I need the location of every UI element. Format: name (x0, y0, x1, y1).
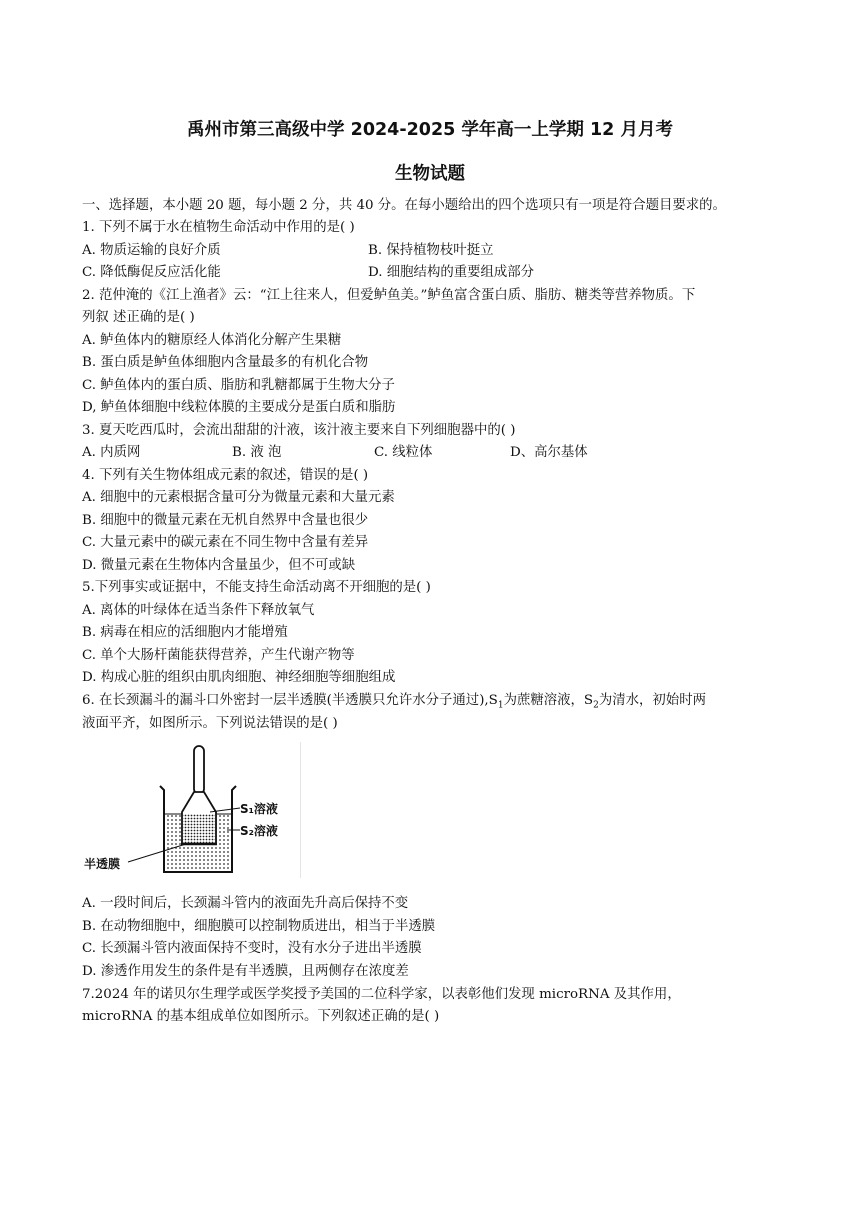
q2-stem-line1: 2. 范仲淹的《江上渔者》云：“江上往来人，但爱鲈鱼美。”鲈鱼富含蛋白质、脂肪、糖类等营养物质。下 (82, 288, 696, 303)
q6-option-b: B. 在动物细胞中，细胞膜可以控制物质进出，相当于半透膜 (82, 919, 436, 934)
q1-stem: 1. 下列不属于水在植物生命活动中作用的是( ) (82, 220, 355, 235)
osmosis-figure (82, 742, 301, 878)
q2-stem-line2: 列叙 述正确的是( ) (82, 310, 195, 325)
q7-stem-line2: microRNA 的基本组成单位如图所示。下列叙述正确的是( ) (82, 1009, 440, 1024)
q6-stem-part2: 为蔗糖溶液，S (503, 693, 594, 708)
q6-option-c: C. 长颈漏斗管内液面保持不变时，没有水分子进出半透膜 (82, 941, 422, 956)
label-s2: S₂溶液 (240, 824, 278, 838)
label-membrane: 半透膜 (84, 857, 121, 871)
exam-subtitle: 生物试题 (395, 164, 465, 184)
q3-option-b: B. 液 泡 (232, 445, 282, 460)
q5-stem: 5.下列事实或证据中，不能支持生命活动离不开细胞的是( ) (82, 580, 431, 595)
q3-option-a: A. 内质网 (82, 445, 141, 460)
q6-stem-part3: 为清水，初始时两 (598, 693, 706, 708)
q2-option-c: C. 鲈鱼体内的蛋白质、脂肪和乳糖都属于生物大分子 (82, 378, 395, 393)
q1-option-b: B. 保持植物枝叶挺立 (368, 243, 494, 258)
label-s1: S₁溶液 (240, 802, 278, 816)
q3-option-c: C. 线粒体 (374, 445, 433, 460)
q5-option-a: A. 离体的叶绿体在适当条件下释放氧气 (82, 603, 315, 618)
q4-option-c: C. 大量元素中的碳元素在不同生物中含量有差异 (82, 535, 369, 550)
q1-option-d: D. 细胞结构的重要组成部分 (368, 265, 535, 280)
exam-title: 禹州市第三高级中学 2024-2025 学年高一上学期 12 月月考 (187, 120, 673, 140)
q3-option-d: D、高尔基体 (510, 445, 588, 460)
q2-option-b: B. 蛋白质是鲈鱼体细胞内含量最多的有机化合物 (82, 355, 369, 370)
q5-option-c: C. 单个大肠杆菌能获得营养，产生代谢产物等 (82, 648, 355, 663)
osmosis-diagram (82, 742, 300, 878)
funnel-tube (194, 746, 204, 794)
q4-option-a: A. 细胞中的元素根据含量可分为微量元素和大量元素 (82, 490, 395, 505)
q4-option-d: D. 微量元素在生物体内含量虽少，但不可或缺 (82, 558, 356, 573)
q3-stem: 3. 夏天吃西瓜时，会流出甜甜的汁液，该汁液主要来自下列细胞器中的( ) (82, 423, 516, 438)
q2-option-d: D, 鲈鱼体细胞中线粒体膜的主要成分是蛋白质和脂肪 (82, 400, 396, 415)
q6-sub1: 1 (497, 700, 504, 711)
q1-option-c: C. 降低酶促反应活化能 (82, 265, 221, 280)
q6-sub2: 2 (593, 700, 599, 711)
q5-option-b: B. 病毒在相应的活细胞内才能增殖 (82, 625, 288, 640)
q7-stem-line1: 7.2024 年的诺贝尔生理学或医学奖授予美国的二位科学家，以表彰他们发现 microRNA 及其作用， (82, 987, 681, 1002)
q6-stem-line2: 液面平齐，如图所示。下列说法错误的是( ) (82, 716, 338, 731)
s1-liquid (183, 814, 215, 843)
q2-option-a: A. 鲈鱼体内的糖原经人体消化分解产生果糖 (82, 333, 342, 348)
q6-option-d: D. 渗透作用发生的条件是有半透膜，且两侧存在浓度差 (82, 964, 409, 979)
q4-stem: 4. 下列有关生物体组成元素的叙述，错误的是( ) (82, 468, 369, 483)
section-intro: 一、选择题，本小题 20 题，每小题 2 分，共 40 分。在每小题给出的四个选项只有一项是符合题目要求的。 (82, 198, 726, 213)
q6-option-a: A. 一段时间后，长颈漏斗管内的液面先升高后保持不变 (82, 896, 409, 911)
q1-option-a: A. 物质运输的良好介质 (82, 243, 221, 258)
q4-option-b: B. 细胞中的微量元素在无机自然界中含量也很少 (82, 513, 369, 528)
q5-option-d: D. 构成心脏的组织由肌肉细胞、神经细胞等细胞组成 (82, 670, 396, 685)
q6-stem-line1 (82, 691, 782, 716)
q6-stem-part1: 6. 在长颈漏斗的漏斗口外密封一层半透膜(半透膜只允许水分子通过),S (82, 693, 498, 708)
